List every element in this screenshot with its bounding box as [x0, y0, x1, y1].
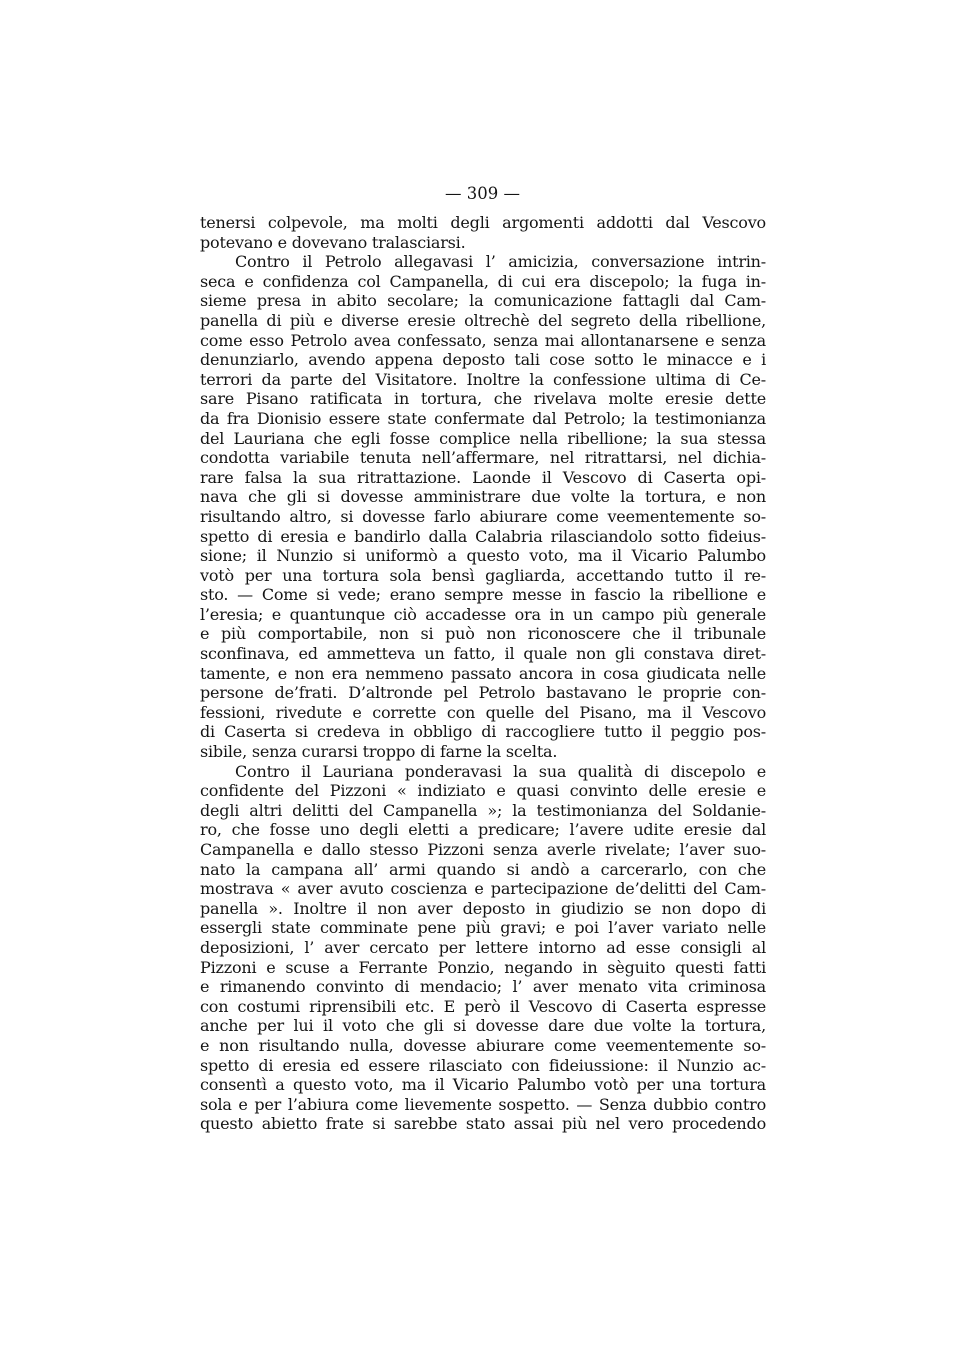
- text-line: degli altri delitti del Campanella »; la testimonianza del Soldanie-: [200, 800, 766, 820]
- text-line: di Caserta si credeva in obbligo di raccogliere tutto il peggio pos-: [200, 722, 766, 742]
- text-line: questo abietto frate si sarebbe stato assai più nel vero procedendo: [200, 1114, 766, 1134]
- text-line: risultando altro, si dovesse farlo abiurare come veementemente so-: [200, 506, 766, 526]
- text-line: l’eresia; e quantunque ciò accadesse ora in un campo più generale: [200, 604, 766, 624]
- text-line: Campanella e dallo stesso Pizzoni senza averle rivelate; l’aver suo-: [200, 840, 766, 859]
- text-line: nato la campana all’ armi quando si andò a carcerarlo, con che: [200, 859, 766, 879]
- text-line: Contro il Petrolo allegavasi l’ amicizia, conversazione intrin-: [235, 252, 766, 272]
- body-text: [200, 213, 766, 1134]
- text-line: sconfinava, ed ammetteva un fatto, il quale non gli constava diret-: [200, 644, 766, 664]
- text-line: confidente del Pizzoni « indiziato e quasi convinto delle eresie e: [200, 781, 766, 801]
- text-line: Pizzoni e scuse a Ferrante Ponzio, negando in sèguito questi fatti: [200, 957, 766, 977]
- text-line: potevano e dovevano tralasciarsi.: [200, 232, 466, 252]
- text-line: denunziarlo, avendo appena deposto tali cose sotto le minacce e i: [200, 350, 766, 370]
- text-line: persone de’frati. D’altronde pel Petrolo bastavano le proprie con-: [200, 683, 766, 703]
- text-line: e più comportabile, non si può non riconoscere che il tribunale: [200, 624, 766, 644]
- text-line: spetto di eresia ed essere rilasciato con fideiussione: il Nunzio ac-: [200, 1055, 766, 1075]
- text-line: fessioni, rivedute e corrette con quelle del Pisano, ma il Vescovo: [200, 702, 766, 722]
- text-line: Contro il Lauriana ponderavasi la sua qualità di discepolo e: [235, 761, 766, 781]
- text-line: consentì a questo voto, ma il Vicario Palumbo votò per una tortura: [200, 1075, 766, 1095]
- text-line: sibile, senza curarsi troppo di farne la scelta.: [200, 742, 558, 762]
- text-line: panella ». Inoltre il non aver deposto in giudizio se non dopo di: [200, 898, 766, 918]
- text-line: sola e per l’abiura come lievemente sospetto. — Senza dubbio contro: [200, 1094, 766, 1114]
- text-line: ro, che fosse uno degli eletti a predicare; l’avere udite eresie dal: [200, 820, 766, 840]
- text-line: sare Pisano ratificata in tortura, che rivelava molte eresie dette: [200, 389, 766, 409]
- text-line: votò per una tortura sola bensì gagliarda, accettando tutto il re-: [200, 565, 766, 585]
- text-line: tenersi colpevole, ma molti degli argomenti addotti dal Vescovo: [200, 213, 766, 232]
- text-line: sione; il Nunzio si uniformò a questo voto, ma il Vicario Palumbo: [200, 546, 766, 566]
- text-line: con costumi riprensibili etc. E però il Vescovo di Caserta espresse: [200, 996, 766, 1016]
- text-line: e non risultando nulla, dovesse abiurare come veementemente so-: [200, 1035, 766, 1055]
- text-line: panella di più e diverse eresie oltrechè del segreto della ribellione,: [200, 310, 766, 330]
- text-line: anche per lui il voto che gli si dovesse dare due volte la tortura,: [200, 1016, 766, 1036]
- text-line: come esso Petrolo avea confessato, senza mai allontanarsene e senza: [200, 330, 766, 350]
- text-line: condotta variabile tenuta nell’affermare, nel ritrattarsi, nel dichia-: [200, 448, 766, 468]
- text-line: mostrava « aver avuto coscienza e partecipazione de’delitti del Cam-: [200, 879, 766, 899]
- text-line: tamente, e non era nemmeno passato ancora in cosa giudicata nelle: [200, 663, 766, 683]
- text-line: spetto di eresia e bandirlo dalla Calabria rilasciandolo sotto fideius-: [200, 526, 766, 546]
- text-line: e rimanendo convinto di mendacio; l’ aver menato vita criminosa: [200, 977, 766, 997]
- text-line: del Lauriana che egli fosse complice nella ribellione; la sua stessa: [200, 428, 766, 448]
- text-line: essergli state comminate pene più gravi; e poi l’aver variato nelle: [200, 918, 766, 938]
- text-line: deposizioni, l’ aver cercato per lettere intorno ad esse consigli al: [200, 937, 766, 957]
- text-line: rare falsa la sua ritrattazione. Laonde il Vescovo di Caserta opi-: [200, 467, 766, 487]
- text-line: da fra Dionisio essere state confermate dal Petrolo; la testimonianza: [200, 408, 766, 428]
- text-line: sieme presa in abito secolare; la comunicazione fattagli dal Cam-: [200, 291, 766, 311]
- text-line: nava che gli si dovesse amministrare due volte la tortura, e non: [200, 487, 766, 507]
- page-number: — 309 —: [445, 184, 520, 203]
- text-line: sto. — Come si vede; erano sempre messe in fascio la ribellione e: [200, 585, 766, 605]
- text-line: seca e confidenza col Campanella, di cui era discepolo; la fuga in-: [200, 271, 766, 291]
- text-line: terrori da parte del Visitatore. Inoltre la confessione ultima di Ce-: [200, 369, 766, 389]
